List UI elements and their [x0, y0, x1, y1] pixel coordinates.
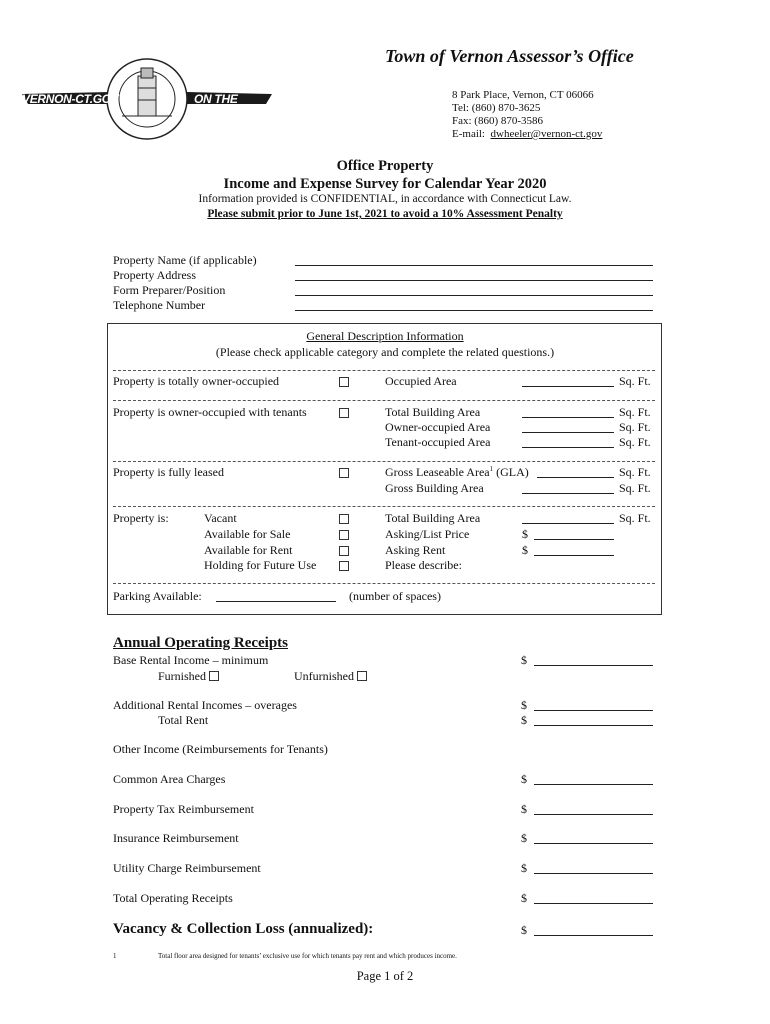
confidential-note: Information provided is CONFIDENTIAL, in accordance with Connecticut Law. [198, 193, 572, 205]
dollar-sign: $ [522, 543, 528, 557]
property-tax-label: Property Tax Reimbursement [113, 802, 254, 816]
sqft-unit: Sq. Ft. [619, 481, 651, 495]
owner-occupied-checkbox[interactable] [339, 377, 349, 387]
dollar-sign: $ [521, 861, 527, 875]
divider [113, 370, 655, 371]
dollar-sign: $ [521, 923, 527, 937]
divider [113, 506, 655, 507]
option-for-sale: Available for Sale [204, 527, 291, 541]
email-label: E-mail: [452, 128, 485, 140]
sqft-unit: Sq. Ft. [619, 420, 651, 434]
total-building-area-label: Total Building Area [385, 405, 481, 419]
property-address-field[interactable] [295, 280, 653, 281]
base-rental-label: Base Rental Income – minimum [113, 653, 269, 667]
owner-occupied-label: Property is totally owner-occupied [113, 374, 280, 388]
form-title-line2: Income and Expense Survey for Calendar Year 2020 [223, 176, 547, 192]
parking-field[interactable] [216, 601, 336, 602]
sqft-unit: Sq. Ft. [619, 511, 651, 525]
sqft-unit: Sq. Ft. [619, 374, 651, 388]
insurance-field[interactable] [534, 843, 653, 844]
dollar-sign: $ [521, 653, 527, 667]
gla-suffix: (GLA) [496, 465, 529, 479]
total-rent-label: Total Rent [158, 713, 209, 727]
office-title: Town of Vernon Assessor’s Office [385, 46, 634, 66]
total-operating-label: Total Operating Receipts [113, 891, 233, 905]
phone-line: Tel: (860) 870-3625 [452, 102, 541, 114]
for-sale-checkbox[interactable] [339, 530, 349, 540]
logo-left-text: VERNON-CT.GOV [22, 92, 119, 106]
utility-field[interactable] [534, 873, 653, 874]
tenant-occupied-area-label: Tenant-occupied Area [385, 435, 491, 449]
owner-tenants-checkbox[interactable] [339, 408, 349, 418]
owner-tenants-label: Property is owner-occupied with tenants [113, 405, 307, 419]
sqft-unit: Sq. Ft. [619, 435, 651, 449]
furnished-option [158, 669, 219, 684]
form-preparer-field[interactable] [295, 295, 653, 296]
dollar-sign: $ [522, 527, 528, 541]
email-line [452, 128, 602, 141]
owner-occupied-area-field[interactable] [522, 432, 614, 433]
common-area-field[interactable] [534, 784, 653, 785]
divider [113, 461, 655, 462]
telephone-label: Telephone Number [113, 298, 206, 312]
asking-rent-label: Asking Rent [385, 543, 446, 557]
additional-rental-field[interactable] [534, 710, 653, 711]
property-address-label: Property Address [113, 268, 196, 282]
vacant-total-building-area-label: Total Building Area [385, 511, 481, 525]
property-tax-field[interactable] [534, 814, 653, 815]
vacancy-field[interactable] [534, 935, 653, 936]
utility-label: Utility Charge Reimbursement [113, 861, 261, 875]
property-name-field[interactable] [295, 265, 653, 266]
vacant-checkbox[interactable] [339, 514, 349, 524]
property-is-label: Property is: [113, 511, 169, 525]
total-rent-field[interactable] [534, 725, 653, 726]
other-income-label: Other Income (Reimbursements for Tenants) [113, 742, 328, 756]
form-preparer-label: Form Preparer/Position [113, 283, 226, 297]
address-line: 8 Park Place, Vernon, CT 06066 [452, 89, 594, 101]
owner-occupied-area-label: Owner-occupied Area [385, 420, 491, 434]
fully-leased-checkbox[interactable] [339, 468, 349, 478]
unfurnished-option [294, 669, 367, 684]
tenant-occupied-area-field[interactable] [522, 447, 614, 448]
dollar-sign: $ [521, 831, 527, 845]
general-subheading: (Please check applicable category and complete the related questions.) [215, 345, 555, 359]
sqft-unit: Sq. Ft. [619, 405, 651, 419]
deadline-note: Please submit prior to June 1st, 2021 to avoid a 10% Assessment Penalty [207, 208, 563, 220]
town-logo [22, 58, 272, 148]
office-address [452, 89, 602, 141]
asking-price-field[interactable] [534, 539, 614, 540]
divider [113, 583, 655, 584]
telephone-field[interactable] [295, 310, 653, 311]
common-area-label: Common Area Charges [113, 772, 226, 786]
future-use-checkbox[interactable] [339, 561, 349, 571]
please-describe-label: Please describe: [385, 558, 462, 572]
gla-field[interactable] [537, 477, 614, 478]
option-future-use: Holding for Future Use [204, 558, 317, 572]
email-link[interactable]: dwheeler@vernon-ct.gov [490, 128, 603, 140]
dollar-sign: $ [521, 698, 527, 712]
gla-label [385, 465, 529, 480]
for-rent-checkbox[interactable] [339, 546, 349, 556]
fax-line: Fax: (860) 870-3586 [452, 115, 544, 127]
asking-rent-field[interactable] [534, 555, 614, 556]
asking-price-label: Asking/List Price [385, 527, 470, 541]
unfurnished-checkbox[interactable] [357, 671, 367, 681]
dollar-sign: $ [521, 772, 527, 786]
gla-text: Gross Leaseable Area [385, 465, 490, 479]
total-operating-field[interactable] [534, 903, 653, 904]
general-heading: General Description Information [306, 329, 464, 343]
divider [113, 400, 655, 401]
parking-suffix: (number of spaces) [349, 589, 441, 603]
option-vacant: Vacant [204, 511, 237, 525]
sqft-unit: Sq. Ft. [619, 465, 651, 479]
form-title-line1: Office Property [336, 158, 434, 174]
base-rental-field[interactable] [534, 665, 653, 666]
occupied-area-field[interactable] [522, 386, 614, 387]
gross-building-area-label: Gross Building Area [385, 481, 484, 495]
insurance-label: Insurance Reimbursement [113, 831, 239, 845]
logo-right-text: ON THE MOVE [194, 92, 238, 120]
unfurnished-label: Unfurnished [294, 669, 354, 683]
furnished-checkbox[interactable] [209, 671, 219, 681]
occupied-area-label: Occupied Area [385, 374, 457, 388]
dollar-sign: $ [521, 891, 527, 905]
dollar-sign: $ [521, 713, 527, 727]
option-for-rent: Available for Rent [204, 543, 293, 557]
vacant-total-building-area-field[interactable] [522, 523, 614, 524]
furnished-label: Furnished [158, 669, 206, 683]
gross-building-area-field[interactable] [522, 493, 614, 494]
footnote-number: 1 [113, 952, 117, 960]
vacancy-label: Vacancy & Collection Loss (annualized): [113, 921, 374, 937]
additional-rental-label: Additional Rental Incomes – overages [113, 698, 297, 712]
total-building-area-field[interactable] [522, 417, 614, 418]
footnote-text: Total floor area designed for tenants’ exclusive use for which tenants pay rent and which produces income. [158, 952, 457, 960]
fully-leased-label: Property is fully leased [113, 465, 224, 479]
dollar-sign: $ [521, 802, 527, 816]
parking-label: Parking Available: [113, 589, 202, 603]
footnote-ref: 1 [489, 465, 494, 473]
property-name-label: Property Name (if applicable) [113, 253, 257, 267]
page-number: Page 1 of 2 [356, 969, 414, 983]
receipts-heading: Annual Operating Receipts [113, 635, 289, 651]
